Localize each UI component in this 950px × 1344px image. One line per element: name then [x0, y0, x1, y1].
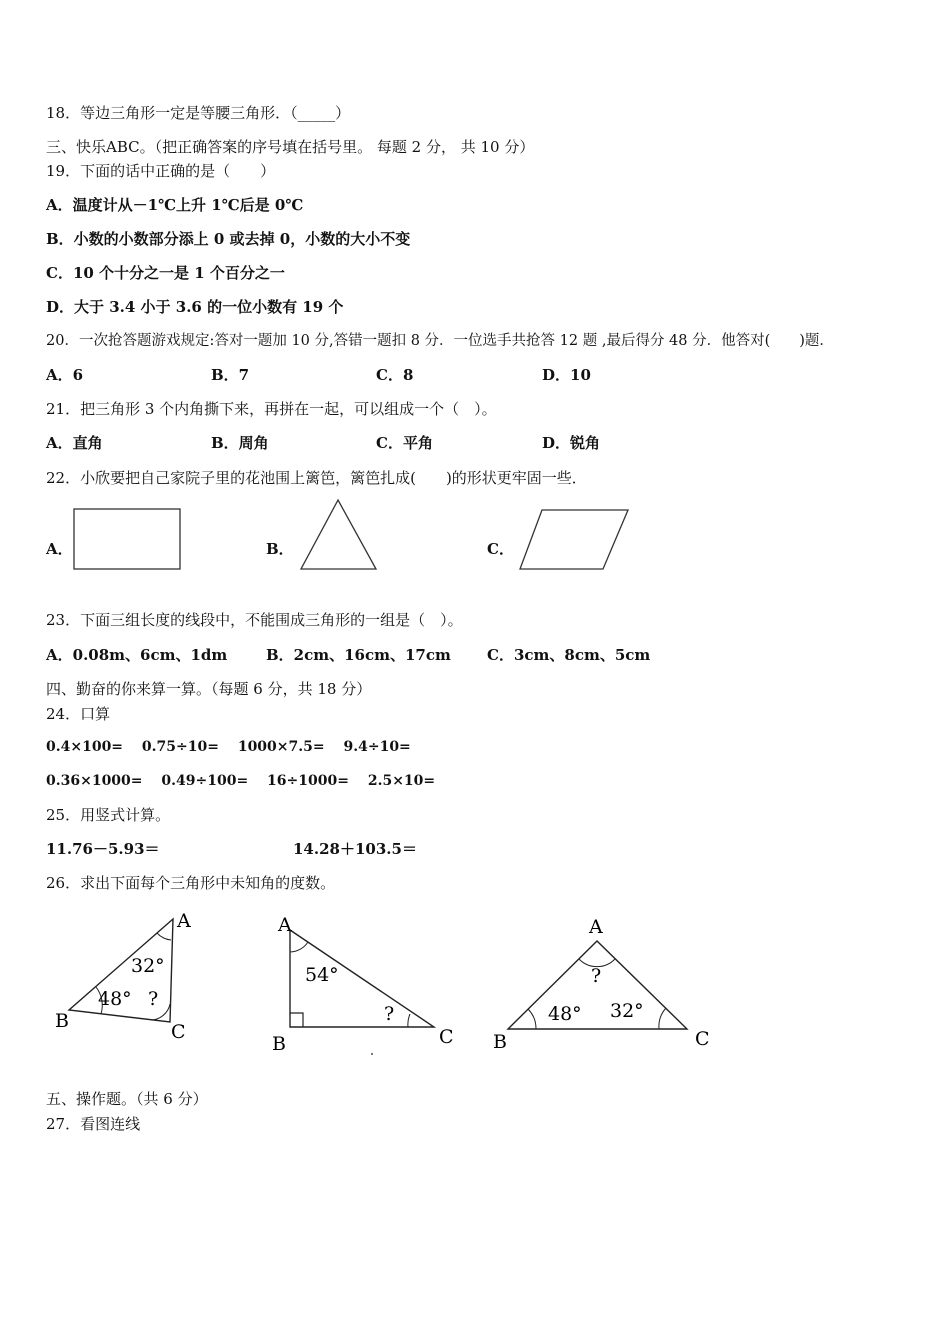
q24-stem: 24．口算: [46, 705, 111, 723]
q25-expression-1: 11.76－5.93＝: [46, 840, 160, 858]
q20-option-a: A．6: [46, 366, 84, 384]
triangle-1-vertex-b: B: [55, 1010, 69, 1032]
triangle-1-figure: [40, 905, 210, 1050]
q21-option-a: A．直角: [46, 434, 103, 452]
q25-stem: 25．用竖式计算。: [46, 806, 171, 824]
q20-option-b: B．7: [211, 366, 250, 384]
triangle-3-vertex-c: C: [695, 1028, 710, 1050]
q21-option-d: D．锐角: [542, 434, 601, 452]
q23-option-a: A．0.08m、6cm、1dm: [46, 646, 228, 664]
q22-option-c: C．: [487, 540, 514, 558]
triangle-2-vertex-b: B: [272, 1033, 286, 1055]
triangle-shape: [296, 495, 381, 575]
q21-option-b: B．周角: [211, 434, 269, 452]
triangle-1-unknown-angle: ?: [148, 988, 159, 1010]
triangle-3-angle-c: 32°: [610, 1000, 644, 1022]
section-3-title: 三、快乐ABC。（把正确答案的序号填在括号里。 每题 2 分， 共 10 分）: [46, 138, 535, 156]
q23-stem: 23．下面三组长度的线段中，不能围成三角形的一组是（ ）。: [46, 611, 463, 629]
triangle-3-figure: [490, 910, 720, 1060]
triangle-1-angle-a: 32°: [131, 955, 165, 977]
q21-option-c: C．平角: [376, 434, 433, 452]
section-5-title: 五、操作题。（共 6 分）: [46, 1090, 208, 1108]
triangle-2-vertex-c: C: [439, 1026, 454, 1048]
q20-option-d: D．10: [542, 366, 591, 384]
q27-stem: 27．看图连线: [46, 1115, 141, 1133]
triangle-3-unknown-angle: ?: [591, 965, 602, 987]
q22-option-a: A．: [46, 540, 73, 558]
q23-option-c: C．3cm、8cm、5cm: [487, 646, 651, 664]
q19-option-b: B．小数的小数部分添上 0 或去掉 0，小数的大小不变: [46, 230, 411, 248]
q19-option-d: D．大于 3.4 小于 3.6 的一位小数有 19 个: [46, 298, 344, 316]
q21-stem: 21．把三角形 3 个内角撕下来，再拼在一起，可以组成一个（ ）。: [46, 400, 497, 418]
q19-option-a: A．温度计从－1℃上升 1℃后是 0℃: [46, 196, 304, 214]
triangle-2-angle-a: 54°: [305, 964, 339, 986]
rectangle-shape: [70, 505, 185, 575]
dot-mark: [371, 1053, 373, 1055]
triangle-1-vertex-a: A: [177, 910, 191, 932]
triangle-3-vertex-a: A: [589, 916, 603, 938]
parallelogram-shape: [515, 505, 633, 575]
q26-stem: 26．求出下面每个三角形中未知角的度数。: [46, 874, 336, 892]
q19-stem: 19．下面的话中正确的是（ ）: [46, 162, 276, 180]
q22-option-b: B．: [266, 540, 294, 558]
triangle-3-angle-b: 48°: [548, 1003, 582, 1025]
triangle-1-vertex-c: C: [171, 1021, 186, 1043]
q24-row-2: 0.36×1000= 0.49÷100= 16÷1000= 2.5×10=: [46, 773, 436, 789]
q19-option-c: C．10 个十分之一是 1 个百分之一: [46, 264, 285, 282]
q20-option-c: C．8: [376, 366, 414, 384]
q20-stem: 20．一次抢答题游戏规定:答对一题加 10 分,答错一题扣 8 分．一位选手共抢答 12 题 ,最后得分 48 分．他答对( )题．: [46, 333, 834, 349]
triangle-2-unknown-angle: ?: [384, 1003, 395, 1025]
triangle-2-vertex-a: A: [278, 914, 292, 936]
q24-row-1: 0.4×100= 0.75÷10= 1000×7.5= 9.4÷10=: [46, 739, 411, 755]
q23-option-b: B．2cm、16cm、17cm: [266, 646, 451, 664]
q25-expression-2: 14.28＋103.5＝: [293, 840, 417, 858]
q22-stem: 22．小欣要把自己家院子里的花池围上篱笆，篱笆扎成( )的形状更牢固一些．: [46, 469, 587, 487]
triangle-3-vertex-b: B: [493, 1031, 507, 1053]
triangle-1-angle-b: 48°: [98, 988, 132, 1010]
triangle-2-figure: [268, 910, 463, 1060]
q18-text: 18．等边三角形一定是等腰三角形．（_____）: [46, 104, 351, 122]
section-4-title: 四、勤奋的你来算一算。（每题 6 分，共 18 分）: [46, 680, 372, 698]
